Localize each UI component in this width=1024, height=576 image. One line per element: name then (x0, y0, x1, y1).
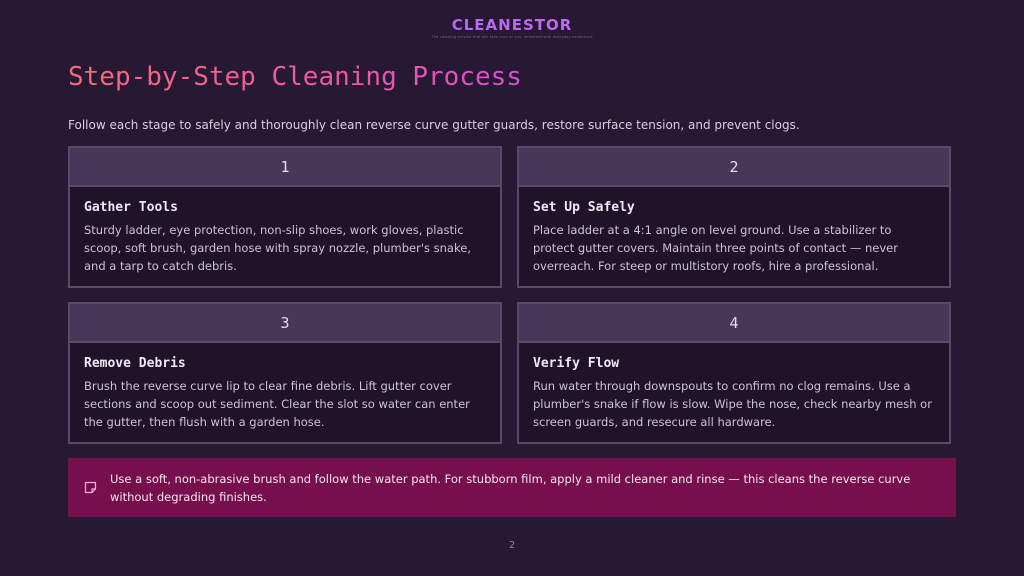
brand-header (0, 16, 1024, 39)
step-description: Run water through downspouts to confirm no clog remains. Use a plumber's snake if flow is slow. Wipe the nose, check nearby mesh or screen guards, and resecure all hardware. (533, 379, 932, 429)
tip-callout (68, 458, 956, 517)
step-number: 2 (519, 148, 949, 187)
page-subtitle: Follow each stage to safely and thoroughly clean reverse curve gutter guards, restore surface tension, and prevent clogs. (68, 118, 800, 132)
step-number: 4 (519, 304, 949, 343)
page-number: 2 (508, 540, 516, 551)
step-number: 3 (70, 304, 500, 343)
step-card-3 (68, 302, 502, 444)
tip-text: Use a soft, non-abrasive brush and follow the water path. For stubborn film, apply a mild cleaner and rinse — this cleans the reverse curve without degrading finishes. (110, 471, 911, 504)
step-card-1 (68, 146, 502, 288)
brand-tagline: The cleaning service that will take care of you, delivered with everyday excellence (431, 35, 593, 39)
step-title: Remove Debris (84, 356, 186, 371)
step-card-2 (517, 146, 951, 288)
page-title: Step-by-Step Cleaning Process (68, 62, 522, 92)
step-title: Gather Tools (84, 200, 178, 215)
step-title: Verify Flow (533, 356, 620, 371)
brand-logo: CLEANESTOR (0, 16, 1024, 34)
step-description: Sturdy ladder, eye protection, non-slip shoes, work gloves, plastic scoop, soft brush, garden hose with spray nozzle, plumber's snake, and a tarp to catch debris. (84, 223, 471, 273)
note-icon (84, 481, 110, 494)
step-description: Place ladder at a 4:1 angle on level ground. Use a stabilizer to protect gutter covers. Maintain three points of contact — never overreach. For steep or multistory roofs, hire a professional. (533, 223, 898, 273)
step-title: Set Up Safely (533, 200, 635, 215)
step-card-4 (517, 302, 951, 444)
step-description: Brush the reverse curve lip to clear fine debris. Lift gutter cover sections and scoop out sediment. Clear the slot so water can enter the gutter, then flush with a garden hose. (84, 379, 470, 429)
step-number: 1 (70, 148, 500, 187)
